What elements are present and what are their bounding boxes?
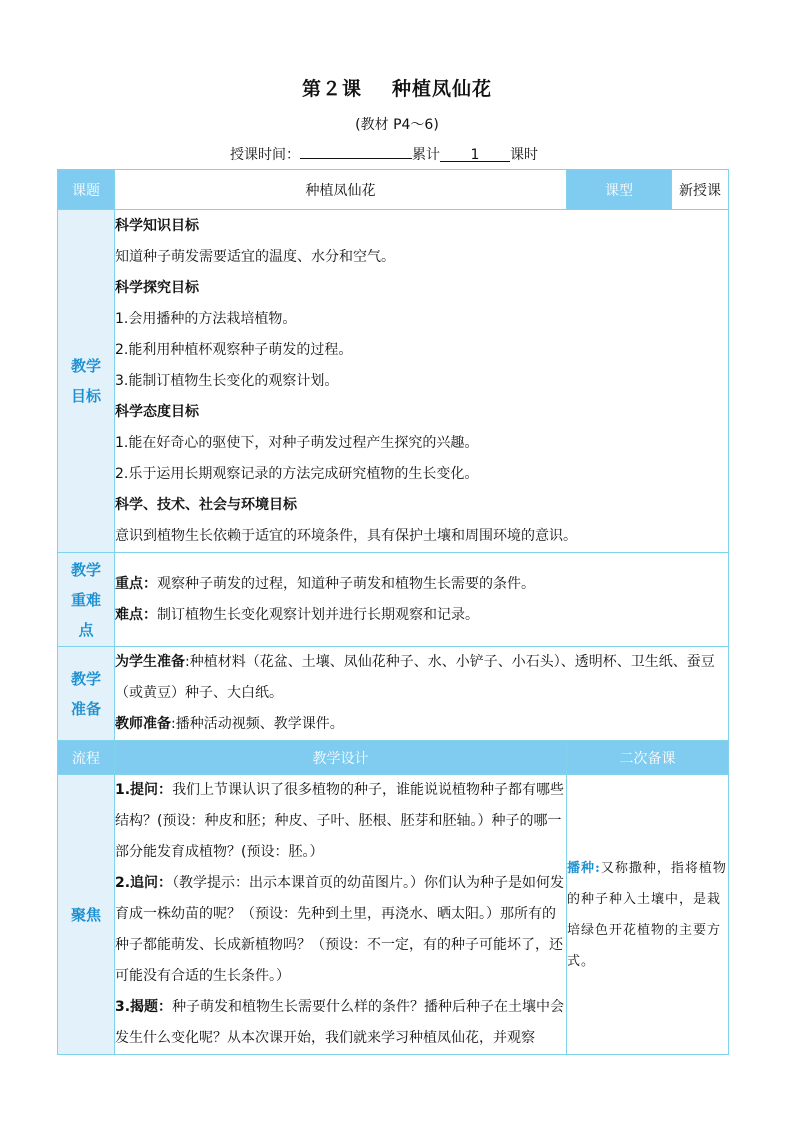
topic-value: 种植凤仙花 xyxy=(115,170,567,210)
key-points-label: 教学 重难 点 xyxy=(58,553,115,647)
time-label: 授课时间： xyxy=(230,147,300,163)
design-col-label: 教学设计 xyxy=(115,741,567,775)
goal-line: 1.会用播种的方法栽培植物。 xyxy=(115,310,297,327)
teacher-prep-text: :播种活动视频、教学课件。 xyxy=(171,716,344,732)
key-point-text: 观察种子萌发的过程，知道种子萌发和植物生长需要的条件。 xyxy=(157,575,535,592)
lesson-plan-table xyxy=(57,169,729,1055)
goals-row xyxy=(58,210,729,553)
cumulative-label: 累计 xyxy=(412,147,440,163)
class-time-line xyxy=(230,144,538,164)
key-points-content xyxy=(115,553,729,647)
prep-label: 教学 准备 xyxy=(58,647,115,741)
difficulty-label: 难点： xyxy=(115,606,157,623)
goal-heading: 科学态度目标 xyxy=(115,403,199,420)
lesson-type-value: 新授课 xyxy=(672,170,729,210)
focus-item-text: 种子萌发和植物生长需要什么样的条件？播种后种子在土壤中会发生什么变化呢？从本次课开始，我们就来学习种植凤仙花，并观察 xyxy=(115,999,565,1046)
period-label: 课时 xyxy=(510,147,538,163)
key-point-label: 重点： xyxy=(115,575,157,592)
goals-label: 教学 目标 xyxy=(58,210,115,553)
goal-line: 意识到植物生长依赖于适宜的环境条件，具有保护土壤和周围环境的意识。 xyxy=(115,527,577,544)
note-keyword: 播种: xyxy=(567,860,601,876)
lesson-type-label: 课型 xyxy=(567,170,672,210)
topic-label: 课题 xyxy=(58,170,115,210)
key-points-row xyxy=(58,553,729,647)
lesson-number: 第２课 xyxy=(301,78,362,100)
goal-heading: 科学、技术、社会与环境目标 xyxy=(115,496,297,513)
focus-item-label: 2.追问： xyxy=(115,875,173,891)
note-text: 又称撒种，指将植物的种子种入土壤中，是栽培绿色开花植物的主要方式。 xyxy=(567,860,727,969)
second-prep-col-label: 二次备课 xyxy=(567,741,729,775)
goal-line: 3.能制订植物生长变化的观察计划。 xyxy=(115,372,339,389)
process-col-label: 流程 xyxy=(58,741,115,775)
goal-heading: 科学知识目标 xyxy=(115,217,199,234)
focus-content xyxy=(115,775,567,1055)
time-blank xyxy=(300,144,412,159)
process-header-row xyxy=(58,741,729,775)
focus-label: 聚焦 xyxy=(58,775,115,1055)
focus-item-text: 我们上节课认识了很多植物的种子，谁能说说植物种子都有哪些结构？(预设：种皮和胚；种皮、子叶、胚根、胚芽和胚轴。）种子的哪一部分能发育成植物？(预设：胚。） xyxy=(115,782,565,860)
goal-line: 1.能在好奇心的驱使下，对种子萌发过程产生探究的兴趣。 xyxy=(115,434,479,451)
focus-row xyxy=(58,775,729,1055)
focus-item-text: （教学提示：出示本课首页的幼苗图片。）你们认为种子是如何发育成一株幼苗的呢？（预设：先种到土里，再浇水、晒太阳。）那所有的种子都能萌发、长成新植物吗？（预设：不一定，有的种子可能坏了，还可能没有合适的生长条件。） xyxy=(115,875,565,984)
goal-line: 知道种子萌发需要适宜的温度、水分和空气。 xyxy=(115,248,395,265)
page-title xyxy=(0,74,794,101)
student-prep-label: 为学生准备 xyxy=(115,654,185,670)
goal-line: 2.乐于运用长期观察记录的方法完成研究植物的生长变化。 xyxy=(115,465,479,482)
teacher-prep-label: 教师准备 xyxy=(115,716,171,732)
difficulty-text: 制订植物生长变化观察计划并进行长期观察和记录。 xyxy=(157,606,479,623)
topic-row xyxy=(58,170,729,210)
goal-line: 2.能利用种植杯观察种子萌发的过程。 xyxy=(115,341,353,358)
textbook-pages: (教材 P4～6) xyxy=(355,117,439,133)
side-note xyxy=(567,775,729,1055)
focus-item-label: 3.揭题： xyxy=(115,999,173,1015)
prep-row xyxy=(58,647,729,741)
cumulative-value: 1 xyxy=(440,147,510,162)
lesson-name: 种植凤仙花 xyxy=(392,78,493,100)
prep-content xyxy=(115,647,729,741)
student-prep-text: :种植材料（花盆、土壤、凤仙花种子、水、小铲子、小石头）、透明杯、卫生纸、蚕豆（或黄豆）种子、大白纸。 xyxy=(115,654,715,701)
goal-heading: 科学探究目标 xyxy=(115,279,199,296)
goals-content xyxy=(115,210,729,553)
focus-item-label: 1.提问： xyxy=(115,782,173,798)
